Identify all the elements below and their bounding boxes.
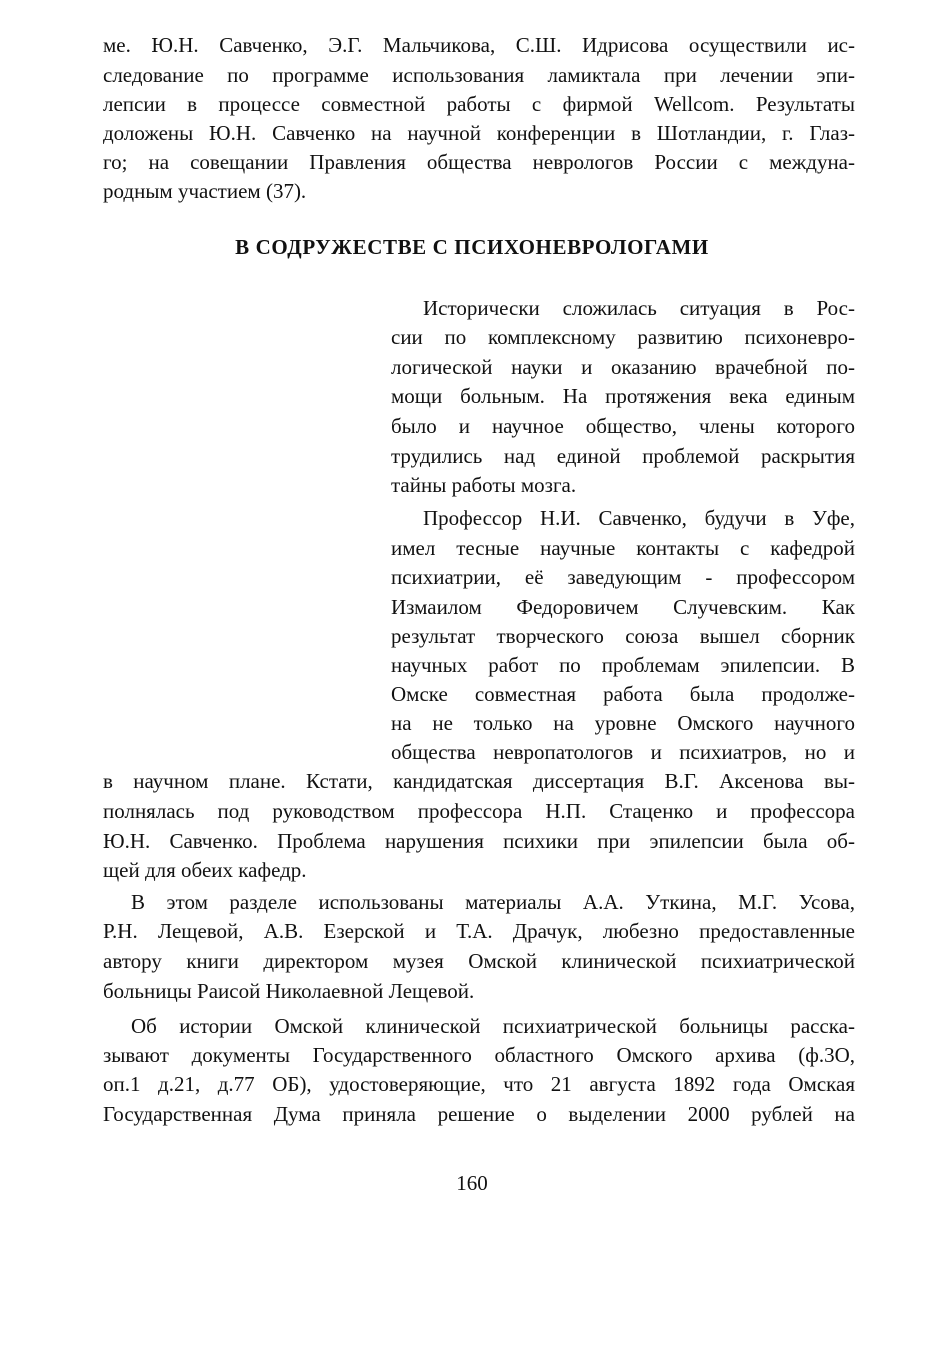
text-line: тайны работы мозга.: [391, 473, 577, 497]
text-line: было и научное общество, члены которого: [391, 414, 855, 438]
text-line: го; на совещании Правления общества неврологов России с междуна-: [103, 150, 855, 174]
text-line: больницы Раисой Николаевной Лещевой.: [103, 979, 475, 1003]
text-line: Р.Н. Лещевой, А.В. Езерской и Т.А. Драчук, любезно предоставленные: [103, 919, 855, 943]
text-line: Омске совместная работа была продолже-: [391, 682, 855, 706]
text-line: на не только на уровне Омского научного: [391, 711, 855, 735]
text-line: В этом разделе использованы материалы А.А. Уткина, М.Г. Усова,: [131, 890, 855, 914]
text-line: имел тесные научные контакты с кафедрой: [391, 536, 855, 560]
text-line: Государственная Дума приняла решение о выделении 2000 рублей на: [103, 1102, 855, 1126]
section-heading: В СОДРУЖЕСТВЕ С ПСИХОНЕВРОЛОГАМИ: [235, 235, 709, 259]
text-line: зывают документы Государственного областного Омского архива (ф.3О,: [103, 1043, 855, 1067]
text-line: Ю.Н. Савченко. Проблема нарушения психики при эпилепсии была об-: [103, 829, 855, 853]
text-line: лепсии в процессе совместной работы с фирмой Wellcom. Результаты: [103, 92, 855, 116]
text-line: мощи больным. На протяжения века единым: [391, 384, 855, 408]
page-number: 160: [456, 1171, 488, 1195]
text-line: Об истории Омской клинической психиатрической больницы расска-: [131, 1014, 855, 1038]
text-line: сии по комплексному развитию психоневро-: [391, 325, 855, 349]
text-line: оп.1 д.21, д.77 ОБ), удостоверяющие, что 21 августа 1892 года Омская: [103, 1072, 855, 1096]
text-line: психиатрии, её заведующим - профессором: [391, 565, 855, 589]
text-line: автору книги директором музея Омской клинической психиатрической: [103, 949, 855, 973]
text-line: ме. Ю.Н. Савченко, Э.Г. Мальчикова, С.Ш. Идрисова осуществили ис-: [103, 33, 855, 57]
text-line: щей для обеих кафедр.: [103, 858, 307, 882]
text-line: следование по программе использования ламиктала при лечении эпи-: [103, 63, 855, 87]
text-line: результат творческого союза вышел сборник: [391, 624, 855, 648]
text-line: доложены Ю.Н. Савченко на научной конференции в Шотландии, г. Глаз-: [103, 121, 855, 145]
text-line: Профессор Н.И. Савченко, будучи в Уфе,: [423, 506, 855, 530]
text-line: Исторически сложилась ситуация в Рос-: [423, 296, 855, 320]
text-line: научных работ по проблемам эпилепсии. В: [391, 653, 855, 677]
text-line: трудились над единой проблемой раскрытия: [391, 444, 855, 468]
text-line: в научном плане. Кстати, кандидатская диссертация В.Г. Аксенова вы-: [103, 769, 855, 793]
text-line: логической науки и оказанию врачебной по-: [391, 355, 855, 379]
text-line: родным участием (37).: [103, 179, 307, 203]
text-line: Измаилом Федоровичем Случевским. Как: [391, 595, 855, 619]
text-line: полнялась под руководством профессора Н.П. Стаценко и профессора: [103, 799, 855, 823]
text-line: общества невропатологов и психиатров, но и: [391, 740, 855, 764]
